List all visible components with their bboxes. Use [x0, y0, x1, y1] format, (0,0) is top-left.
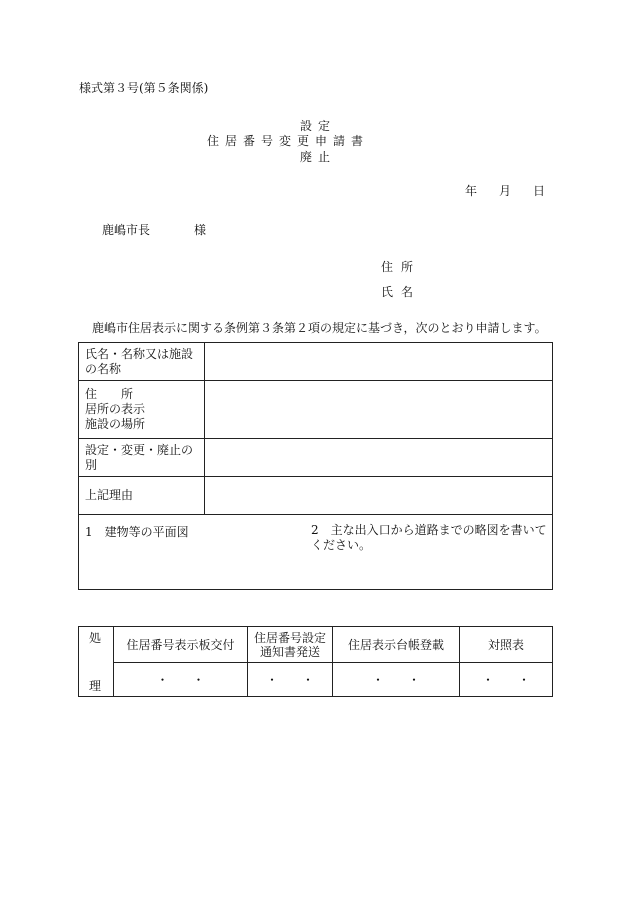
date-month: 月 [499, 184, 512, 198]
date-line [465, 182, 567, 199]
applicant-name-label: 氏名 [381, 285, 422, 299]
processing-col-plate: 住居番号表示板交付 [114, 627, 248, 663]
type-label: 設定・変更・廃止の別 [79, 439, 205, 477]
type-field[interactable] [205, 439, 553, 477]
applicant-address-label: 住所 [381, 260, 422, 274]
address-label [79, 381, 205, 439]
application-table [78, 342, 553, 590]
processing-table [78, 626, 553, 697]
processing-date-ledger[interactable]: ・ ・ [333, 663, 460, 697]
processing-col-table: 対照表 [460, 627, 553, 663]
processing-date-plate[interactable]: ・ ・ [114, 663, 248, 697]
processing-date-table[interactable]: ・ ・ [460, 663, 553, 697]
name-label: 氏名・名称又は施設の名称 [79, 343, 205, 381]
addressee-honorific: 様 [194, 223, 207, 237]
statement: 鹿嶋市住居表示に関する条例第３条第２項の規定に基づき，次のとおり申請します。 [92, 321, 547, 335]
sketch-area[interactable] [79, 515, 553, 590]
date-day: 日 [533, 184, 546, 198]
address-label-line3: 施設の場所 [85, 417, 146, 431]
reason-label: 上記理由 [79, 477, 205, 515]
processing-col-notice-line1: 住居番号設定 [253, 630, 326, 645]
date-year: 年 [465, 184, 478, 198]
sketch-item-floor-plan: 1 建物等の平面図 [85, 525, 189, 539]
processing-col-notice [248, 627, 333, 663]
processing-side-top: 処 [89, 631, 102, 645]
addressee-name: 鹿嶋市長 [102, 223, 151, 237]
title-option-set: 設定 [300, 119, 337, 133]
addressee [102, 221, 206, 238]
processing-col-notice-line2: 通知書発送 [259, 644, 320, 659]
form-number: 様式第３号(第５条関係) [79, 81, 209, 95]
processing-col-ledger: 住居表示台帳登載 [333, 627, 460, 663]
title-option-abolish: 廃止 [300, 150, 337, 164]
processing-side-label [79, 627, 114, 697]
sketch-item-route-map: 2 主な出入口から道路までの略図を書いてください。 [311, 523, 547, 552]
processing-date-notice[interactable]: ・ ・ [248, 663, 333, 697]
reason-field[interactable] [205, 477, 553, 515]
processing-side-bottom: 理 [89, 679, 102, 693]
address-label-line2: 居所の表示 [85, 402, 146, 416]
page-title: 住居番号変更申請書 [207, 134, 370, 148]
name-field[interactable] [205, 343, 553, 381]
address-label-line1: 住 所 [85, 387, 134, 401]
address-field[interactable] [205, 381, 553, 439]
